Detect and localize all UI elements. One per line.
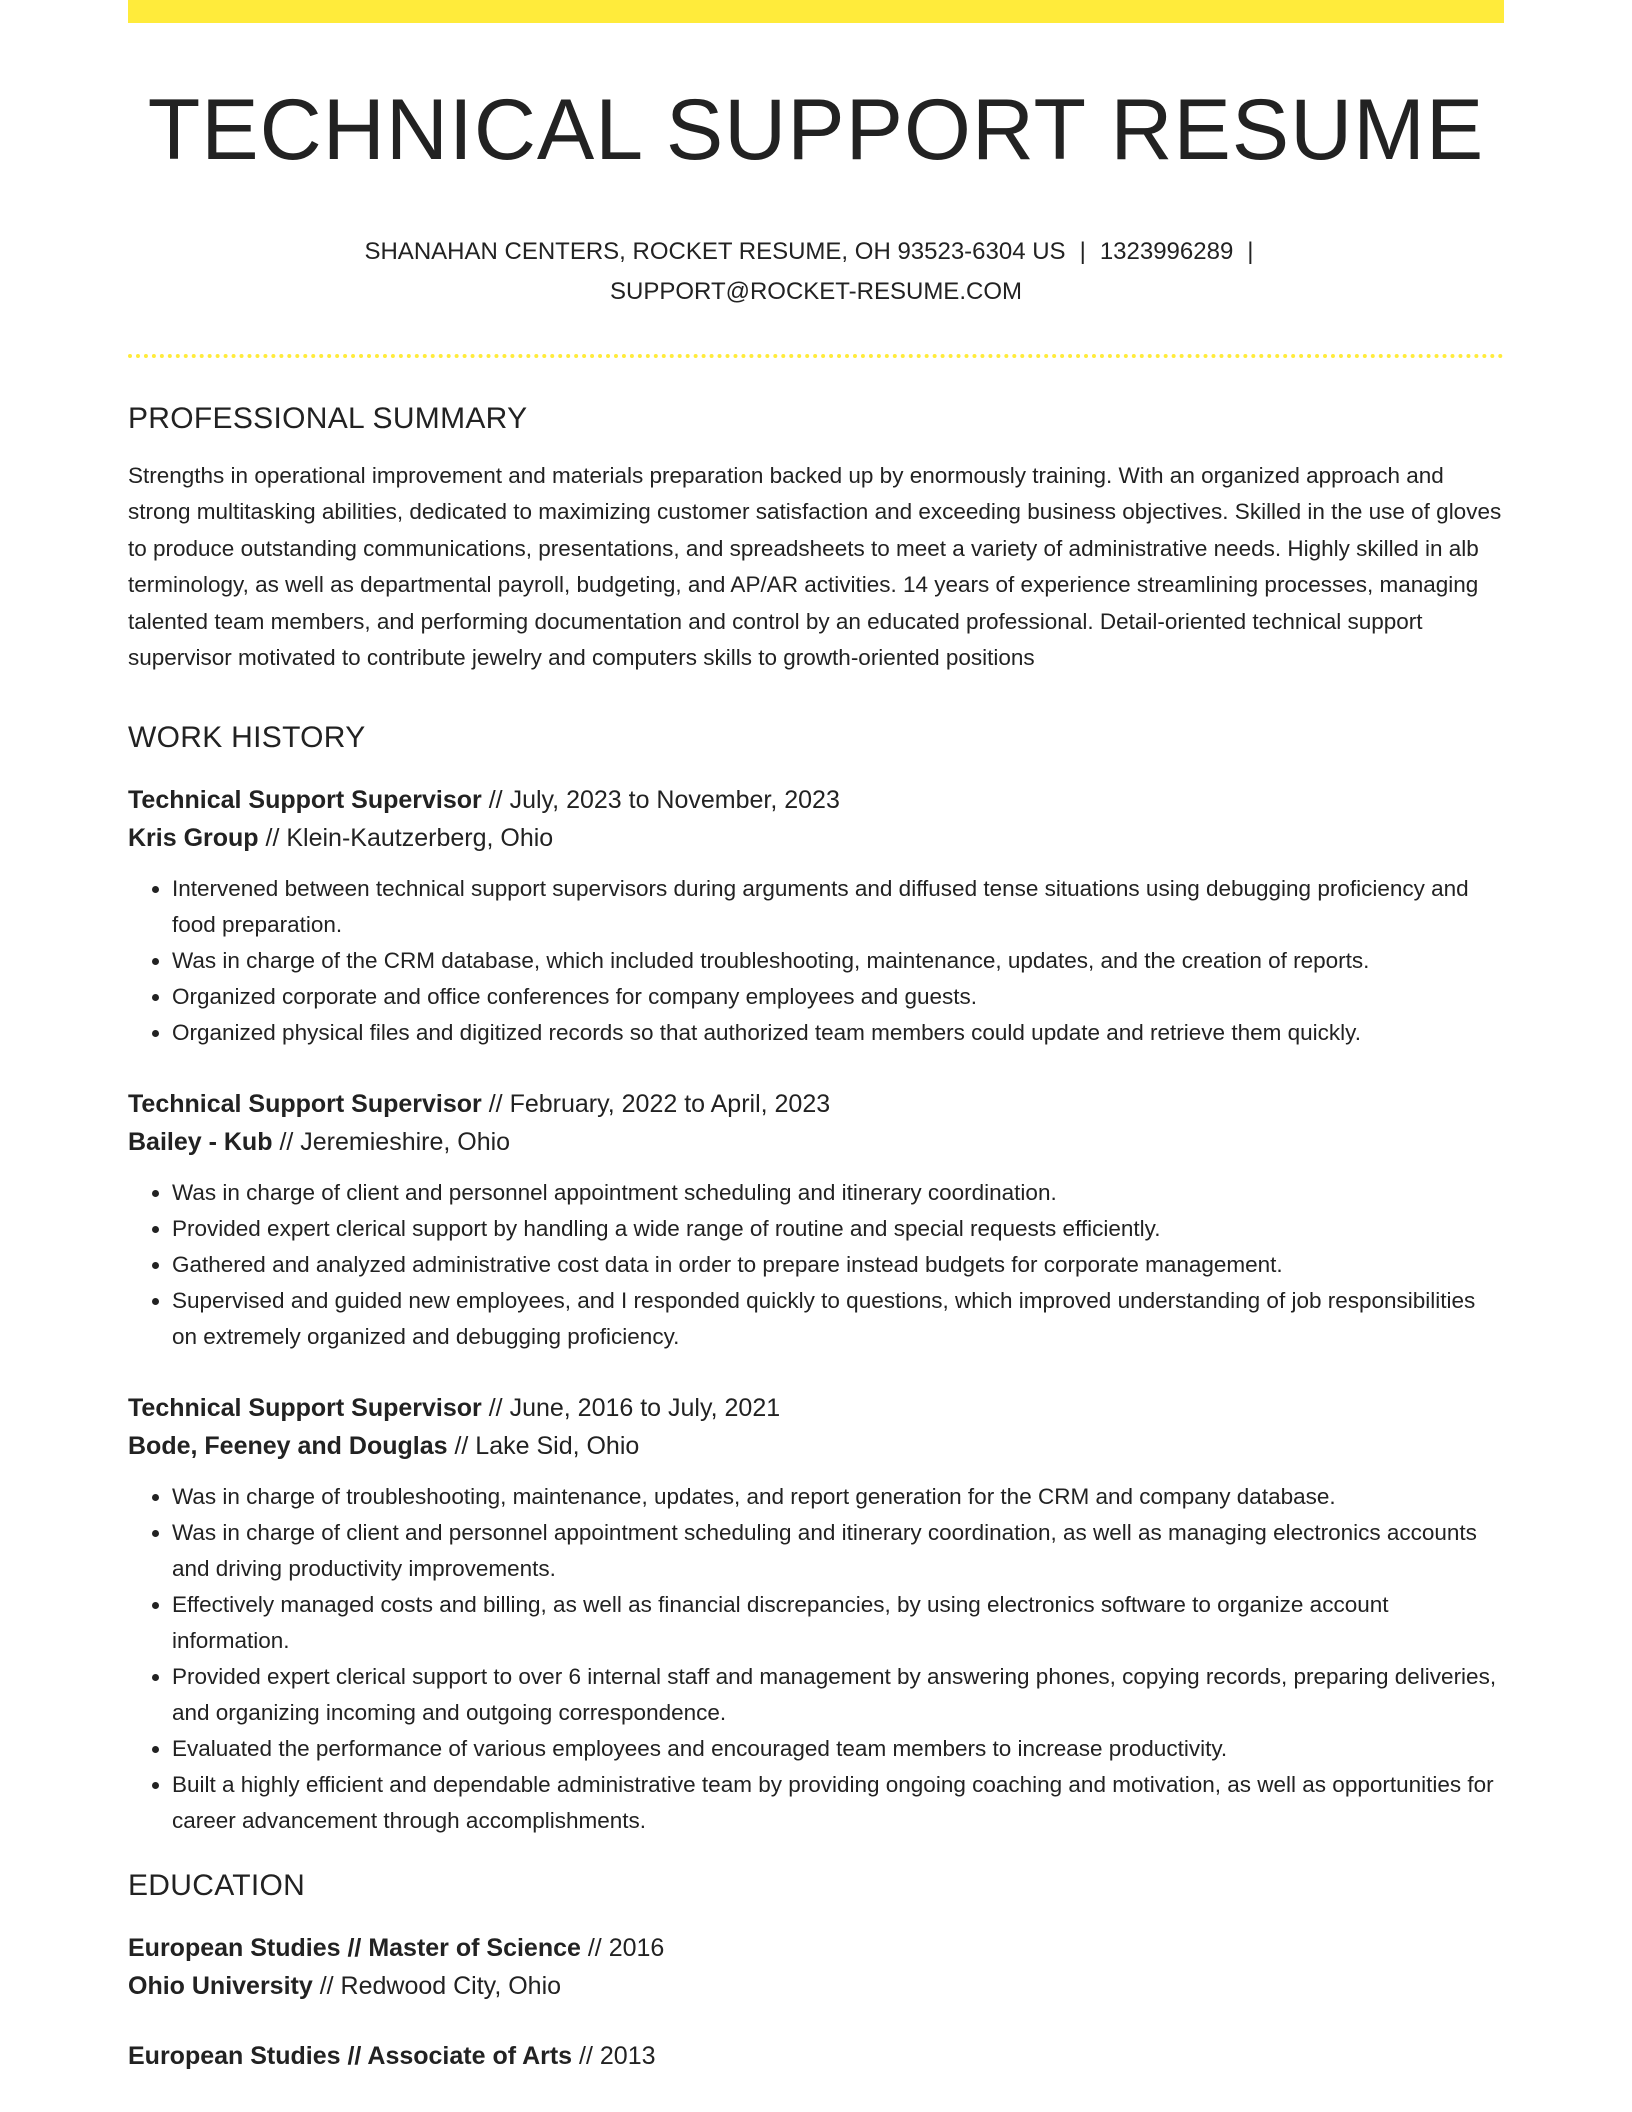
contact-separator: | xyxy=(1079,237,1086,265)
job-bullet: • Built a highly efficient and dependable administrative team by providing ongoing coaching and motivation, as well as opportunities for career advancement through accomplishments. xyxy=(172,1767,1504,1839)
contact-line-2 xyxy=(128,272,1504,312)
job-title-line xyxy=(128,781,1504,819)
education-heading: EDUCATION xyxy=(128,1868,306,1902)
education-year: // 2016 xyxy=(587,1933,665,1962)
job-bullet: • Organized physical files and digitized records so that authorized team members could update and retrieve them quickly. xyxy=(172,1015,1504,1051)
job-dates: // June, 2016 to July, 2021 xyxy=(488,1393,781,1422)
job-company: Kris Group xyxy=(128,823,259,852)
accent-top-bar xyxy=(128,0,1504,23)
job-entry xyxy=(128,1085,1504,1355)
education-degree: European Studies // Master of Science xyxy=(128,1933,581,1962)
job-location: // Klein-Kautzerberg, Ohio xyxy=(265,823,554,852)
job-entry xyxy=(128,781,1504,1051)
work-history-heading: WORK HISTORY xyxy=(128,720,366,754)
job-bullets xyxy=(128,1479,1504,1839)
education-degree-line xyxy=(128,1929,1504,1967)
job-bullet: • Effectively managed costs and billing, as well as financial discrepancies, by using electronics software to organize account information. xyxy=(172,1587,1504,1659)
contact-info xyxy=(128,232,1504,312)
resume-page xyxy=(128,0,1504,2075)
contact-separator: | xyxy=(1247,237,1254,265)
job-bullet: • Was in charge of client and personnel appointment scheduling and itinerary coordination. xyxy=(172,1175,1504,1211)
job-company-line xyxy=(128,819,1504,857)
job-company-line xyxy=(128,1123,1504,1161)
education-degree-line xyxy=(128,2037,1504,2075)
job-entry xyxy=(128,1389,1504,1839)
job-bullet: • Provided expert clerical support by handling a wide range of routine and special requests efficiently. xyxy=(172,1211,1504,1247)
education-school: Ohio University xyxy=(128,1971,313,2000)
resume-title: TECHNICAL SUPPORT RESUME xyxy=(147,82,1485,178)
job-bullets xyxy=(128,871,1504,1051)
contact-phone: 1323996289 xyxy=(1099,237,1234,265)
education-school-line xyxy=(128,1967,1504,2005)
job-bullet: • Organized corporate and office conferences for company employees and guests. xyxy=(172,979,1504,1015)
job-company: Bode, Feeney and Douglas xyxy=(128,1431,448,1460)
education-location: // Redwood City, Ohio xyxy=(319,1971,562,2000)
job-bullets xyxy=(128,1175,1504,1355)
job-title: Technical Support Supervisor xyxy=(128,1393,482,1422)
job-location: // Lake Sid, Ohio xyxy=(454,1431,640,1460)
education-entry xyxy=(128,1929,1504,2005)
job-bullet: • Evaluated the performance of various employees and encouraged team members to increase productivity. xyxy=(172,1731,1504,1767)
job-bullet: • Provided expert clerical support to over 6 internal staff and management by answering phones, copying records, preparing deliveries, and organizing incoming and outgoing correspondence. xyxy=(172,1659,1504,1731)
dotted-divider xyxy=(128,354,1504,358)
summary-heading: PROFESSIONAL SUMMARY xyxy=(128,401,528,435)
job-dates: // February, 2022 to April, 2023 xyxy=(488,1089,831,1118)
job-bullet: • Was in charge of the CRM database, which included troubleshooting, maintenance, updates, and the creation of reports. xyxy=(172,943,1504,979)
education-entry xyxy=(128,2037,1504,2075)
job-title: Technical Support Supervisor xyxy=(128,1089,482,1118)
job-company-line xyxy=(128,1427,1504,1465)
job-title-line xyxy=(128,1085,1504,1123)
contact-email: SUPPORT@ROCKET-RESUME.COM xyxy=(610,277,1022,305)
job-dates: // July, 2023 to November, 2023 xyxy=(488,785,840,814)
job-bullet: • Intervened between technical support supervisors during arguments and diffused tense situations using debugging proficiency and food preparation. xyxy=(172,871,1504,943)
job-bullet: • Gathered and analyzed administrative cost data in order to prepare instead budgets for corporate management. xyxy=(172,1247,1504,1283)
job-title: Technical Support Supervisor xyxy=(128,785,482,814)
job-company: Bailey - Kub xyxy=(128,1127,273,1156)
job-bullet: • Was in charge of client and personnel appointment scheduling and itinerary coordination, as well as managing electronics accounts and driving productivity improvements. xyxy=(172,1515,1504,1587)
contact-line-1 xyxy=(128,232,1504,272)
job-bullet: • Supervised and guided new employees, and I responded quickly to questions, which improved understanding of job responsibilities on extremely organized and debugging proficiency. xyxy=(172,1283,1504,1355)
education-degree: European Studies // Associate of Arts xyxy=(128,2041,573,2070)
job-title-line xyxy=(128,1389,1504,1427)
job-location: // Jeremieshire, Ohio xyxy=(279,1127,511,1156)
job-bullet: • Was in charge of troubleshooting, maintenance, updates, and report generation for the CRM and company database. xyxy=(172,1479,1504,1515)
education-year: // 2013 xyxy=(579,2041,656,2070)
summary-text: Strengths in operational improvement and materials preparation backed up by enormously training. With an organized approach and strong multitasking abilities, dedicated to maximizing customer satisfaction and exceeding business objectives. Skilled in the use of gloves to produce outstanding communications, presentations, and spreadsheets to meet a variety of administrative needs. Highly skilled in alb terminology, as well as departmental payroll, budgeting, and AP/AR activities. 14 years of experience streamlining processes, managing talented team members, and performing documentation and control by an educated professional. Detail-oriented technical support supervisor motivated to contribute jewelry and computers skills to growth-oriented positions xyxy=(128,462,1502,671)
contact-address: SHANAHAN CENTERS, ROCKET RESUME, OH 93523-6304 US xyxy=(364,237,1066,265)
